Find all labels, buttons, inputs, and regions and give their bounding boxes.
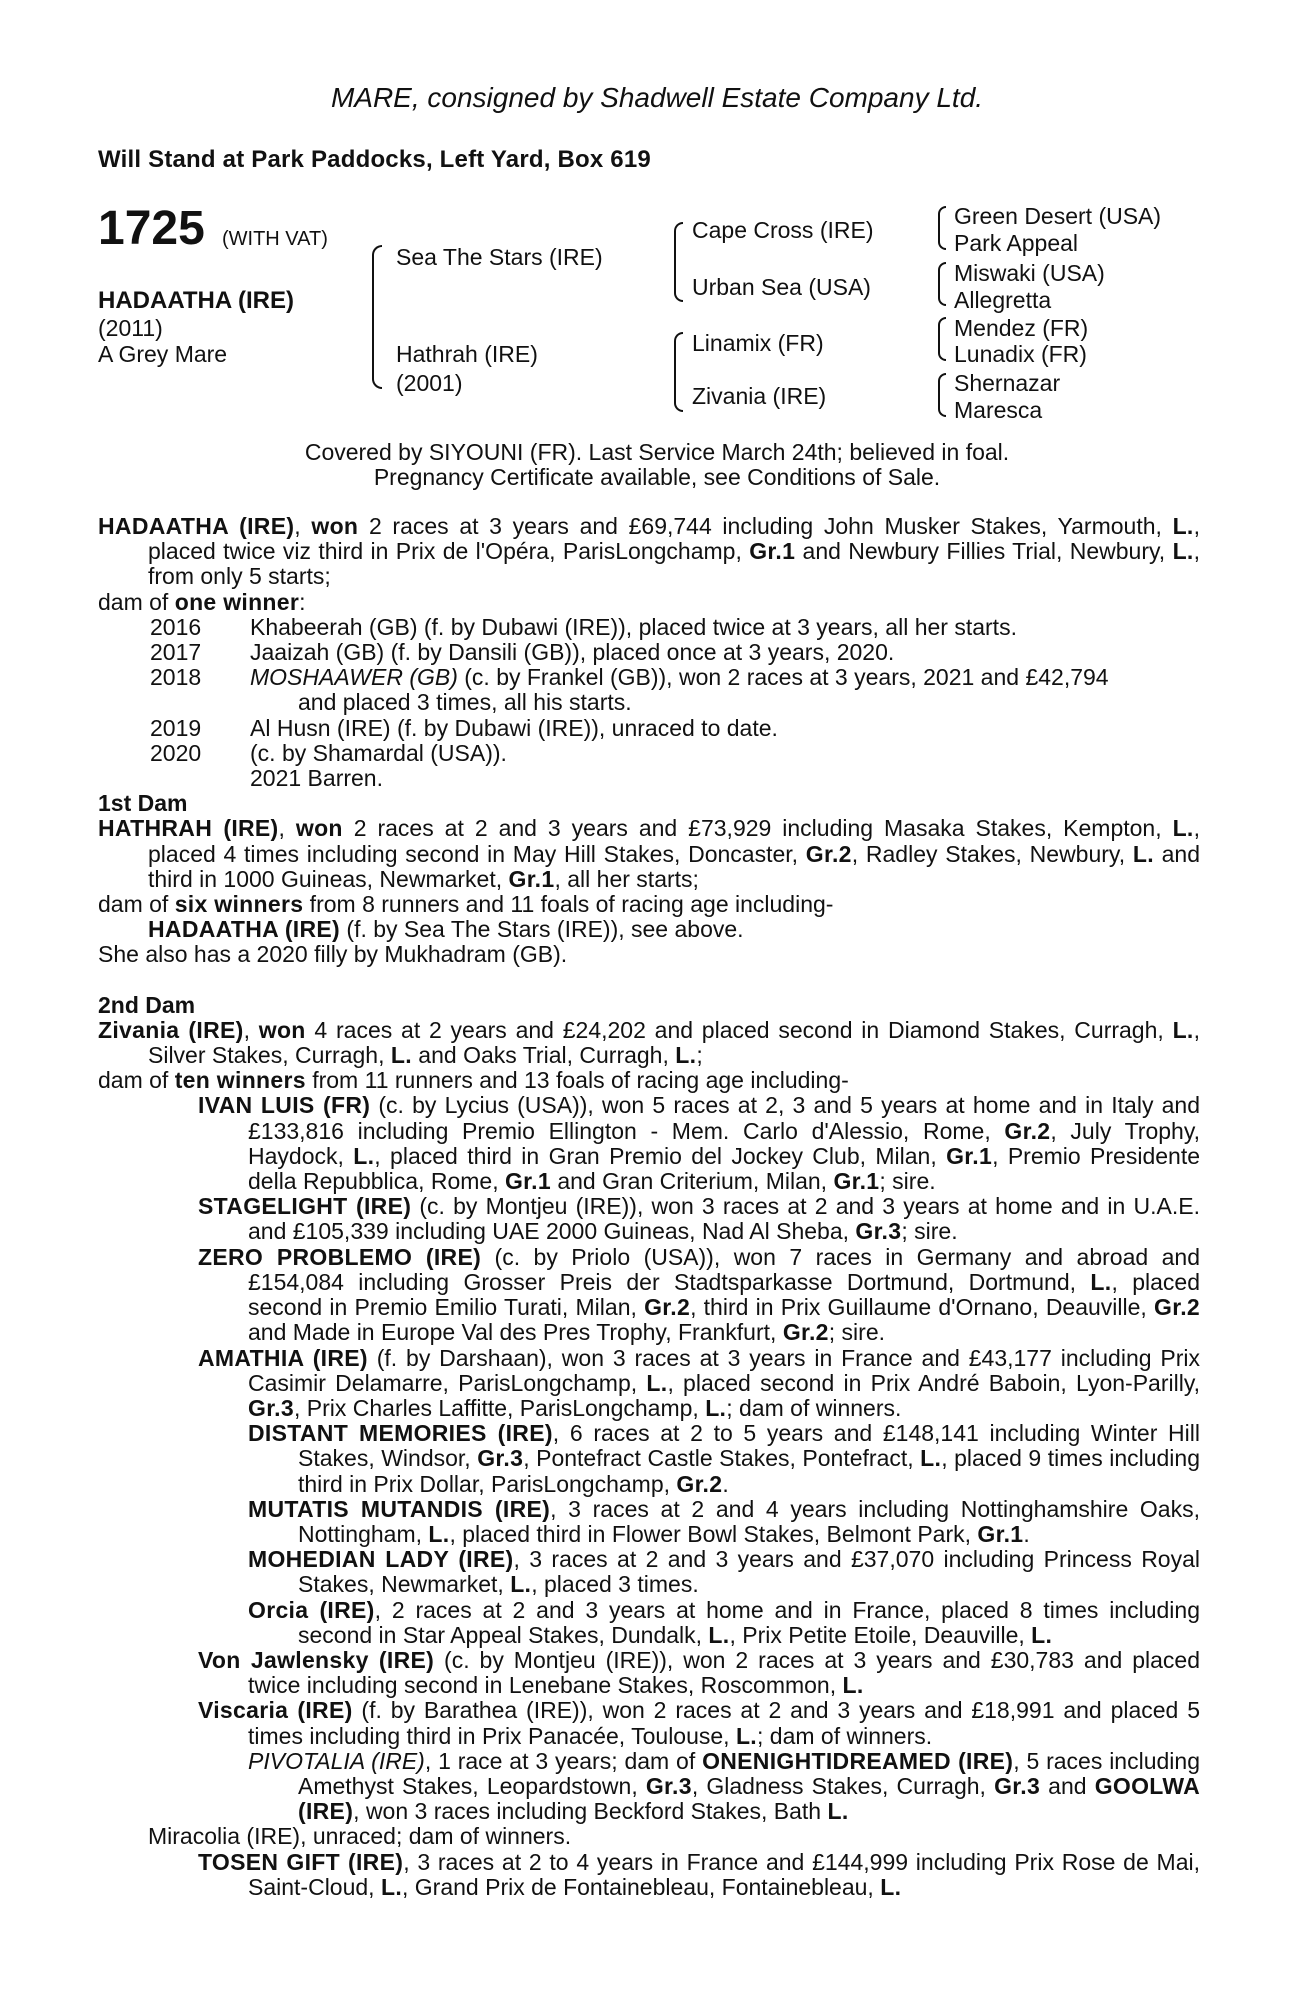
produce-text: (c. by Frankel (GB)), won 2 races at 3 years, 2021 and £42,794 [457, 664, 1109, 691]
produce-name: MOSHAAWER (GB) [250, 664, 458, 691]
pedigree-sire-dam: Urban Sea (USA) [692, 274, 871, 300]
pedigree-bracket [674, 222, 683, 302]
produce-continuation: 2021 Barren. [250, 765, 383, 792]
produce-entry: HADAATHA (IRE) (f. by Sea The Stars (IRE)), see above. [148, 916, 744, 943]
page-title: MARE, consigned by Shadwell Estate Company Ltd. [330, 82, 984, 113]
produce-row [98, 665, 1200, 715]
produce-year: 2018 [150, 664, 202, 691]
pedigree-dds: Shernazar [954, 370, 1061, 396]
pregnancy-note: Pregnancy Certificate available, see Conditions of Sale. [373, 464, 941, 490]
produce-entry: Miracolia (IRE), unraced; dam of winners. [148, 1823, 572, 1850]
produce-year: 2020 [150, 739, 202, 766]
second-dam-record: Zivania (IRE), won 4 races at 2 years and £24,202 and placed second in Diamond Stakes, Curragh, L., Silver Stakes, Curragh, L. and Oaks Trial, Curragh, L.; [98, 1016, 1200, 1069]
produce-year: 2019 [150, 714, 202, 741]
stand-location: Will Stand at Park Paddocks, Left Yard, Box 619 [98, 146, 651, 173]
pedigree-sire: Sea The Stars (IRE) [396, 244, 603, 270]
produce-row [98, 716, 1200, 741]
produce-continuation: and placed 3 times, all his starts. [298, 689, 632, 716]
pedigree-bracket [938, 373, 946, 417]
pedigree-sds: Miswaki (USA) [954, 260, 1105, 286]
horse-name: HADAATHA (IRE) [98, 287, 294, 314]
first-dam-record: HATHRAH (IRE), won 2 races at 2 and 3 years and £73,929 including Masaka Stakes, Kempton, L., placed 4 times including second in May Hill Stakes, Doncaster, Gr.2, Radley Stakes, Newbury, L. and third in 1000 Guineas, Newmarket, Gr.1, all her starts; [98, 815, 1201, 892]
catalogue-body [98, 514, 1200, 1900]
pedigree-dam-sire: Linamix (FR) [692, 330, 824, 356]
pedigree-bracket [938, 206, 946, 250]
pedigree-bracket [938, 317, 946, 361]
produce-row [98, 741, 1200, 791]
pedigree-dam-year: (2001) [396, 370, 463, 396]
pedigree-ddd: Maresca [954, 397, 1043, 423]
produce-entry: Viscaria (IRE) (f. by Barathea (IRE)), won 2 races at 2 and 3 years and £18,991 and placed 5 times including third in Prix Panacée, Toulouse, L.; dam of winners. [198, 1697, 1200, 1749]
produce-entry: ZERO PROBLEMO (IRE) (c. by Priolo (USA)), won 7 races in Germany and abroad and £154,084 including Grosser Preis der Stadtsparkasse Dortmund, Dortmund, L., placed second in Premio Emilio Turati, Milan, Gr.2, third in Prix Guillaume d'Ornano, Deauville, Gr.2 and Made in Europe Val des Pres Trophy, Frankfurt, Gr.2; sire. [198, 1243, 1201, 1346]
filly-note: She also has a 2020 filly by Mukhadram (GB). [98, 941, 568, 968]
pedigree-dss: Mendez (FR) [954, 315, 1089, 341]
lot-number: 1725 [98, 202, 205, 255]
pedigree-bracket [674, 332, 683, 412]
produce-text: Khabeerah (GB) (f. by Dubawi (IRE)), placed twice at 3 years, all her starts. [250, 613, 1017, 640]
dam-of-line: dam of ten winners from 11 runners and 13 foals of racing age including- [98, 1067, 849, 1094]
produce-entry: STAGELIGHT (IRE) (c. by Montjeu (IRE)), won 3 races at 2 and 3 years at home and in U.A.E. and £105,339 including UAE 2000 Guineas, Nad Al Sheba, Gr.3; sire. [198, 1193, 1200, 1245]
pedigree-dam: Hathrah (IRE) [396, 341, 538, 367]
produce-text: Al Husn (IRE) (f. by Dubawi (IRE)), unraced to date. [250, 714, 778, 741]
produce-year: 2017 [150, 639, 202, 666]
produce-row [98, 640, 1200, 665]
produce-text: Jaaizah (GB) (f. by Dansili (GB)), placed once at 3 years, 2020. [250, 639, 895, 666]
pedigree-sire-sire: Cape Cross (IRE) [692, 217, 874, 243]
produce-entry: AMATHIA (IRE) (f. by Darshaan), won 3 races at 3 years in France and £43,177 including Prix Casimir Delamarre, ParisLongchamp, L., placed second in Prix André Baboin, Lyon-Parilly, Gr.3, Prix Charles Laffitte, ParisLongchamp, L.; dam of winners. [198, 1344, 1201, 1421]
pedigree-sdd: Allegretta [954, 287, 1052, 313]
produce-entry: PIVOTALIA (IRE), 1 race at 3 years; dam of ONENIGHTIDREAMED (IRE), 5 races including Amethyst Stakes, Leopardstown, Gr.3, Gladness Stakes, Curragh, Gr.3 and GOOLWA (IRE), won 3 races including Beckford Stakes, Bath L. [248, 1747, 1200, 1825]
produce-text: (c. by Shamardal (USA)). [250, 739, 507, 766]
horse-record: HADAATHA (IRE), won 2 races at 3 years and £69,744 including John Musker Stakes, Yarmouth, L., placed twice viz third in Prix de l'Opéra, ParisLongchamp, Gr.1 and Newbury Fillies Trial, Newbury, L., from only 5 starts; [98, 513, 1200, 590]
dam-of-line: dam of six winners from 8 runners and 11 foals of racing age including- [98, 891, 834, 918]
produce-entry: Orcia (IRE), 2 races at 2 and 3 years at home and in France, placed 8 times including second in Star Appeal Stakes, Dundalk, L., Prix Petite Etoile, Deauville, L. [248, 1596, 1200, 1648]
vat-label: (WITH VAT) [222, 228, 328, 250]
produce-entry: TOSEN GIFT (IRE), 3 races at 2 to 4 years in France and £144,999 including Prix Rose de Mai, Saint-Cloud, L., Grand Prix de Fontainebleau, Fontainebleau, L. [198, 1848, 1200, 1900]
produce-entry: MOHEDIAN LADY (IRE), 3 races at 2 and 3 years and £37,070 including Princess Royal Stakes, Newmarket, L., placed 3 times. [248, 1546, 1200, 1598]
pedigree-sss: Green Desert (USA) [954, 203, 1162, 229]
produce-entry: DISTANT MEMORIES (IRE), 6 races at 2 to 5 years and £148,141 including Winter Hill Stakes, Windsor, Gr.3, Pontefract Castle Stakes, Pontefract, L., placed 9 times including third in Prix Dollar, ParisLongchamp, Gr.2. [248, 1420, 1200, 1497]
pedigree-bracket [938, 262, 946, 306]
pedigree-dsd: Lunadix (FR) [954, 341, 1087, 367]
produce-year: 2016 [150, 613, 202, 640]
pedigree-bracket [372, 245, 382, 389]
produce-entry: MUTATIS MUTANDIS (IRE), 3 races at 2 and 4 years including Nottinghamshire Oaks, Nottingham, L., placed third in Flower Bowl Stakes, Belmont Park, Gr.1. [248, 1495, 1200, 1547]
dam-of-line: dam of one winner: [98, 588, 306, 615]
first-dam-heading: 1st Dam [98, 790, 188, 817]
second-dam-heading: 2nd Dam [98, 991, 196, 1018]
pedigree-ssd: Park Appeal [954, 230, 1079, 256]
covering-note: Covered by SIYOUNI (FR). Last Service March 24th; believed in foal. [304, 439, 1010, 465]
produce-entry: IVAN LUIS (FR) (c. by Lycius (USA)), won 5 races at 2, 3 and 5 years at home and in Italy and £133,816 including Premio Ellington - Mem. Carlo d'Alessio, Rome, Gr.2, July Trophy, Haydock, L., placed third in Gran Premio del Jockey Club, Milan, Gr.1, Premio Presidente della Repubblica, Rome, Gr.1 and Gran Criterium, Milan, Gr.1; sire. [198, 1092, 1201, 1195]
pedigree-dam-dam: Zivania (IRE) [692, 383, 827, 409]
foaling-year: (2011) [98, 315, 163, 341]
horse-description: A Grey Mare [98, 341, 228, 367]
produce-row [98, 615, 1200, 640]
produce-entry: Von Jawlensky (IRE) (c. by Montjeu (IRE)), won 2 races at 3 years and £30,783 and placed twice including second in Lenebane Stakes, Roscommon, L. [198, 1646, 1200, 1699]
